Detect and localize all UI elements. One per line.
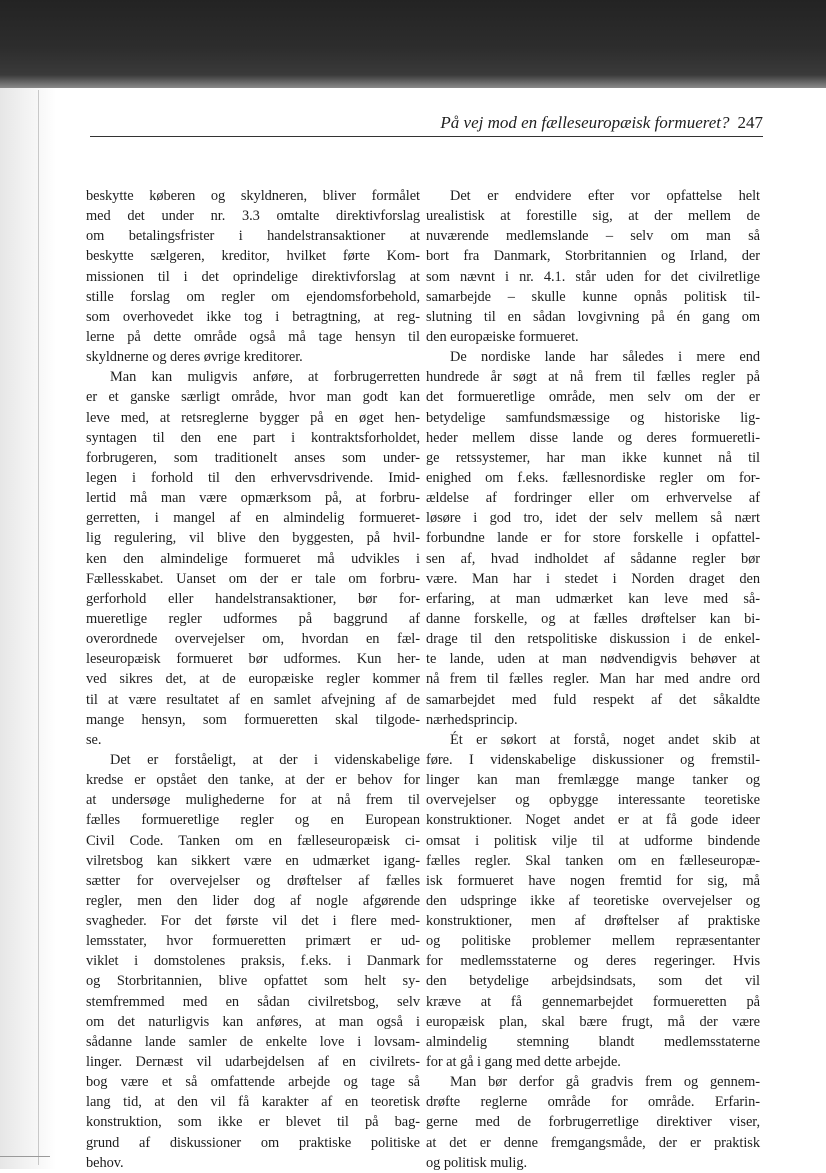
text-line: konstruktioner. Noget andet er at få gode ideer — [426, 812, 760, 829]
text-line: lerne på dette område også må tage hensyn til — [86, 328, 420, 345]
scan-left-shadow — [0, 88, 56, 1169]
text-line: ældelse af fordringer eller om erhvervelse af — [426, 490, 760, 507]
page-number: 247 — [737, 113, 763, 132]
text-line: være. Man har i stedet i Norden draget den — [426, 570, 760, 587]
text-line: isk formueret have nogen fremtid for sig, må — [426, 872, 760, 889]
text-line: forbundne lande er for store forskelle i opfattel- — [426, 530, 760, 547]
scan-bottom-edge-mark — [0, 1156, 50, 1157]
text-line: urealistisk at forestille sig, at der mellem de — [426, 208, 760, 225]
text-line: kræve at få gennemarbejdet formueretten på — [426, 993, 760, 1010]
text-line: almindelig stemning blandt medlemsstaterne — [426, 1033, 760, 1050]
text-line: Man kan muligvis anføre, at forbrugerretten — [110, 369, 420, 386]
text-line: mange hensyn, som formueretten skal tilgode- — [86, 711, 420, 728]
text-line: svagheder. For det første vil det i flere med- — [86, 913, 420, 930]
text-line: hundrede år søgt at nå frem til fælles regler på — [426, 369, 760, 386]
text-line: skyldnerne og deres øvrige kreditorer. — [86, 349, 303, 366]
text-line: Fællesskabet. Uanset om der er tale om forbru- — [86, 570, 420, 587]
text-line: missionen til i det oprindelige direktivforslag at — [86, 268, 420, 285]
text-line: som nævnt i nr. 4.1. står uden for det civilretlige — [426, 268, 760, 285]
text-line: danne forskelle, og at fælles drøftelser kan bi- — [426, 610, 760, 627]
text-line: gerforhold eller handelstransaktioner, bør for- — [86, 590, 420, 607]
text-line: mueretlige regler udformes på baggrund af — [86, 610, 420, 627]
text-line: bog være et så omfattende arbejde og tage så — [86, 1074, 420, 1091]
text-line: gerne med de forbrugerretlige direktiver viser, — [426, 1114, 760, 1131]
text-line: nå frem til fælles regler. Man har med andre ord — [426, 671, 760, 688]
text-line: gerretten, i mangel af en almindelig formueret- — [86, 510, 420, 527]
text-line: legen i forhold til den erhvervsdrivende. Imid- — [86, 469, 420, 486]
text-line: beskytte køberen og skyldneren, bliver formålet — [86, 188, 420, 204]
text-line: Det er forståeligt, at der i videnskabelige — [110, 751, 420, 768]
text-line: drøfte reglerne område for område. Erfarin- — [426, 1094, 760, 1111]
text-line: overvejelser og opbygge interessante teoretiske — [426, 792, 760, 809]
text-line: den betydelige arbejdsindsats, som det vil — [426, 973, 760, 990]
text-line: viklet i domstolenes praksis, f.eks. i Danmark — [86, 953, 420, 970]
text-line: vilretsbog kan sikkert være en udmærket igang- — [86, 852, 420, 869]
text-line: nærhedsprincip. — [426, 711, 518, 728]
text-line: for medlemsstaterne og deres regeringer. Hvis — [426, 953, 760, 970]
text-line: lang tid, at den vil få karakter af en teoretisk — [86, 1094, 420, 1111]
text-line: det formueretlige område, men selv om der er — [426, 389, 760, 406]
text-line: lig regulering, vil blive den byggesten, på hvil- — [86, 530, 420, 547]
text-line: heder mellem disse lande og deres formueretli- — [426, 429, 760, 446]
text-line: slutning til en sådan lovgivning på én gang om — [426, 308, 760, 325]
text-line: enighed om f.eks. fællesnordiske regler om for- — [426, 469, 760, 486]
scan-dark-top-border — [0, 0, 826, 88]
text-line: syntagen til den ene part i kontraktsforholdet, — [86, 429, 420, 446]
text-line: samarbejdet med fuld respekt af det såkaldte — [426, 691, 760, 708]
text-line: grund af diskussioner om praktiske politiske — [86, 1134, 420, 1151]
text-line: fælles formueretlige regler og en European — [86, 812, 420, 829]
text-line: til at være resultatet af en samlet afvejning af de — [86, 691, 420, 708]
text-line: om det naturligvis kan anføres, at man også i — [86, 1013, 420, 1030]
text-line: betydelige samfundsmæssige og historiske lig- — [426, 409, 760, 426]
text-line: sen af, hvad indholdet af sådanne regler bør — [426, 550, 760, 567]
text-line: europæisk plan, skal bære frugt, må der være — [426, 1013, 760, 1030]
text-line: erfaring, at man udmærket kan leve med så- — [426, 590, 760, 607]
text-line: te lande, uden at man nødvendigvis behøver at — [426, 651, 760, 668]
text-line: med det under nr. 3.3 omtalte direktivforslag — [86, 208, 420, 225]
text-line: overordnede overvejelser om, hvordan en fæl- — [86, 631, 420, 648]
text-line: og Storbritannien, blive opfattet som helt sy- — [86, 973, 420, 990]
text-line: lemsstater, hvor formueretten primært er ud- — [86, 933, 420, 950]
text-line: og politiske problemer mellem repræsentanter — [426, 933, 760, 950]
text-line: og politisk mulig. — [426, 1154, 528, 1171]
text-line: se. — [86, 731, 102, 748]
text-line: stille forslag om regler om ejendomsforbehold, — [86, 288, 420, 305]
text-line: drage til den retspolitiske diskussion i de enkel- — [426, 631, 760, 648]
running-header — [90, 112, 763, 137]
text-line: ved sikres det, at de europæiske regler kommer — [86, 671, 420, 688]
text-line: nuværende medlemslande – selv om man så — [426, 228, 760, 245]
text-line: stemfremmed med en sådan civilretsbog, selv — [86, 993, 420, 1010]
text-line: omsat i politisk vilje til at udforme bindende — [426, 832, 760, 849]
text-line: fælles regler. Skal tanken om en fælleseuropæ- — [426, 852, 760, 869]
text-line: sådanne lande samler de enkelte love i lovsam- — [86, 1033, 420, 1050]
text-line: regler, men den lider dog af nogle afgørende — [86, 892, 420, 909]
text-line: Man bør derfor gå gradvis frem og gennem- — [450, 1074, 760, 1091]
text-line: ge retssystemer, har man ikke kunnet nå til — [426, 449, 760, 466]
text-line: kredse er opstået den tanke, at der er behov for — [86, 772, 420, 789]
text-line: at det er denne fremgangsmåde, der er praktisk — [426, 1134, 760, 1151]
header-title: På vej mod en fælleseuropæisk formueret? — [440, 113, 730, 132]
text-line: er et ganske særligt område, hvor man godt kan — [86, 389, 420, 406]
text-line: linger kan man fremlægge mange tanker og — [426, 772, 760, 789]
text-line: linger. Dernæst vil udarbejdelsen af en civilrets- — [86, 1054, 420, 1071]
scan-left-edge-line — [38, 90, 39, 1165]
text-line: at undersøge mulighederne for at nå frem til — [86, 792, 420, 809]
text-line: bort fra Danmark, Storbritannien og Irland, der — [426, 248, 760, 265]
text-line: leseuropæisk formueret bør udformes. Kun her- — [86, 651, 420, 668]
text-line: behov. — [86, 1154, 124, 1171]
text-line: leve med, at retsreglerne bygger på en øget hen- — [86, 409, 420, 426]
text-line: Ét er søkort at forstå, noget andet skib at — [450, 731, 760, 748]
text-line: som overhovedet ikke tog i betragtning, at reg- — [86, 308, 420, 325]
text-line: ken den almindelige formueret må udvikles i — [86, 550, 420, 567]
text-line: sætter for overvejelser og drøftelser af fælles — [86, 872, 420, 889]
text-line: samarbejde – skulle kunne opnås politisk til- — [426, 288, 760, 305]
text-line: lertid må man være opmærksom på, at forbru- — [86, 490, 420, 507]
text-line: den europæiske formueret. — [426, 328, 579, 345]
text-line: beskytte sælgeren, kreditor, hvilket førte Kom- — [86, 248, 420, 265]
right-text-column — [426, 186, 760, 1173]
text-line: om betalingsfrister i handelstransaktioner at — [86, 228, 420, 245]
text-line: forbrugeren, som traditionelt anses som under- — [86, 449, 420, 466]
text-line: Civil Code. Tanken om en fælleseuropæisk ci- — [86, 832, 420, 849]
text-line: konstruktion, som ikke er blevet til på bag- — [86, 1114, 420, 1131]
text-line: den udspringe ikke af teoretiske overvejelser og — [426, 892, 760, 909]
text-line: løsøre i god tro, idet der selv mellem så nært — [426, 510, 760, 527]
text-line: Det er endvidere efter vor opfattelse helt — [450, 188, 760, 204]
text-line: føre. I videnskabelige diskussioner og fremstil- — [426, 751, 760, 768]
text-line: for at gå i gang med dette arbejde. — [426, 1054, 621, 1071]
text-line: konstruktioner, men af drøftelser af praktiske — [426, 913, 760, 930]
left-text-column — [86, 186, 420, 1173]
text-line: De nordiske lande har således i mere end — [450, 349, 760, 366]
